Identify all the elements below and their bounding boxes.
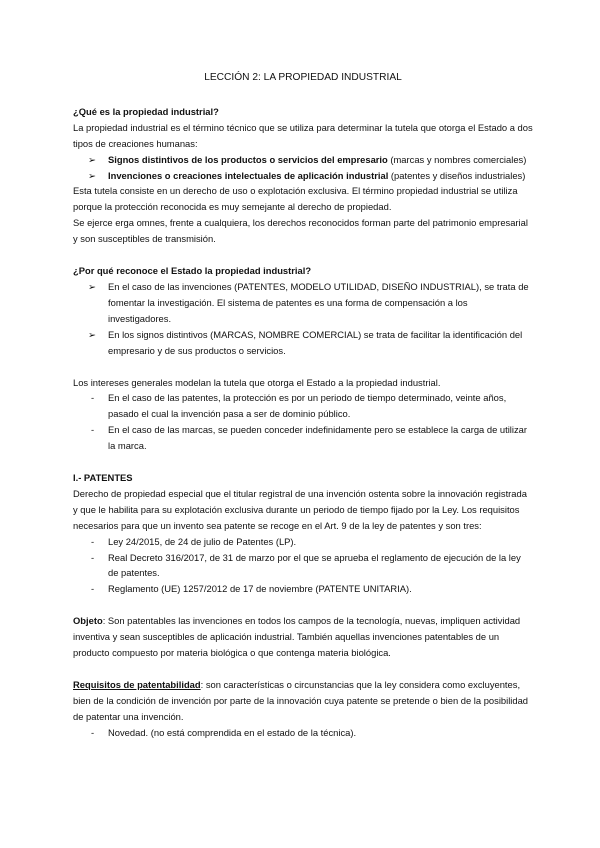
requisitos-label: Requisitos de patentabilidad: [73, 679, 201, 690]
section-heading-what-is: ¿Qué es la propiedad industrial?: [73, 105, 219, 117]
list-item-text: (marcas y nombres comerciales): [387, 153, 527, 165]
paragraph: Esta tutela consiste en un derecho de uso o explotación exclusiva. El término propiedad industrial se utiliza porque la protección reconocida es muy semejante al derecho de propiedad.: [73, 185, 518, 213]
list-item-text: Novedad. (no está comprendida en el estado de la técnica).: [108, 726, 357, 738]
lesson-title: LECCIÓN 2: LA PROPIEDAD INDUSTRIAL: [204, 72, 402, 83]
list-item-text: (patentes y diseños industriales): [388, 169, 526, 181]
document-body: [73, 70, 533, 741]
list-item: [73, 534, 533, 550]
list-item: [73, 550, 533, 582]
list-item-bold: Invenciones o creaciones intelectuales de aplicación industrial: [108, 169, 389, 181]
paragraph: La propiedad industrial es el término técnico que se utiliza para determinar la tutela que otorga el Estado a dos tipos de creaciones humanas:: [73, 121, 533, 149]
paragraph: Los intereses generales modelan la tutela que otorga el Estado a la propiedad industrial.: [73, 376, 441, 388]
requisitos-text: : son características o circunstancias que la ley considera como excluyentes, bien de la condición de invención por parte de la innovación cuya patente se pretende o bien de la posibilidad de patentar una invención.: [73, 679, 529, 722]
list-item: [73, 327, 533, 359]
list-item-text: En el caso de las invenciones (PATENTES, MODELO UTILIDAD, DISEÑO INDUSTRIAL), se trata de fomentar la investigación. El sistema de patentes es una forma de compensación a los investigadores.: [108, 280, 529, 324]
dash-bullet-icon: -: [91, 551, 95, 563]
list-item: [73, 725, 533, 741]
list-item-text: Reglamento (UE) 1257/2012 de 17 de noviembre (PATENTE UNITARIA).: [108, 583, 412, 595]
list-item: [73, 581, 533, 597]
dash-bullet-icon: -: [91, 583, 95, 595]
list-item-text: En el caso de las patentes, la protección es por un periodo de tiempo determinado, veinte años, pasado el cual la invención pasa a ser de dominio público.: [108, 392, 507, 420]
list-item-text: En el caso de las marcas, se pueden conceder indefinidamente pero se establece la carga de utilizar la marca.: [108, 424, 528, 452]
arrow-bullet-icon: ➢: [88, 280, 96, 292]
dash-bullet-icon: -: [91, 535, 95, 547]
section-heading-why: ¿Por qué reconoce el Estado la propiedad industrial?: [73, 265, 312, 277]
list-item: [73, 422, 533, 454]
list-item-text: Ley 24/2015, de 24 de julio de Patentes (LP).: [108, 535, 297, 547]
paragraph-requisitos: [73, 677, 533, 725]
list-item: [73, 152, 533, 168]
list-item-text: Real Decreto 316/2017, de 31 de marzo por el que se aprueba el reglamento de ejecución de la ley de patentes.: [108, 551, 521, 579]
arrow-bullet-icon: ➢: [88, 328, 96, 340]
list-item: [73, 168, 533, 184]
list-item-bold: Signos distintivos de los productos o servicios del empresario: [108, 153, 388, 165]
dash-bullet-icon: -: [91, 392, 95, 404]
arrow-bullet-icon: ➢: [88, 169, 96, 181]
objeto-label: Objeto: [73, 615, 103, 627]
dash-bullet-icon: -: [91, 726, 95, 738]
list-item: [73, 390, 533, 422]
dash-bullet-icon: -: [91, 424, 95, 436]
section-heading-patentes: I.- PATENTES: [73, 472, 133, 484]
list-item: [73, 279, 533, 327]
paragraph-objeto: [73, 613, 533, 661]
arrow-bullet-icon: ➢: [88, 153, 96, 165]
paragraph: Derecho de propiedad especial que el titular registral de una invención ostenta sobre la innovación registrada y que le habilita para su explotación exclusiva durante un periodo de tiempo fijado por la Ley. Los requisitos necesarios para que un invento sea patente se recoge en el Art. 9 de la ley de patentes y son tres:: [73, 487, 527, 531]
objeto-text: : Son patentables las invenciones en todos los campos de la tecnología, nuevas, impliquen actividad inventiva y sean susceptibles de aplicación industrial. También aquellas invenciones patentables de un producto compuesto por materia biológica o que contenga materia biológica.: [73, 615, 521, 659]
list-item-text: En los signos distintivos (MARCAS, NOMBRE COMERCIAL) se trata de facilitar la identificación del empresario y de sus productos o servicios.: [108, 328, 523, 356]
paragraph: Se ejerce erga omnes, frente a cualquiera, los derechos reconocidos forman parte del patrimonio empresarial y son susceptibles de transmisión.: [73, 217, 528, 245]
